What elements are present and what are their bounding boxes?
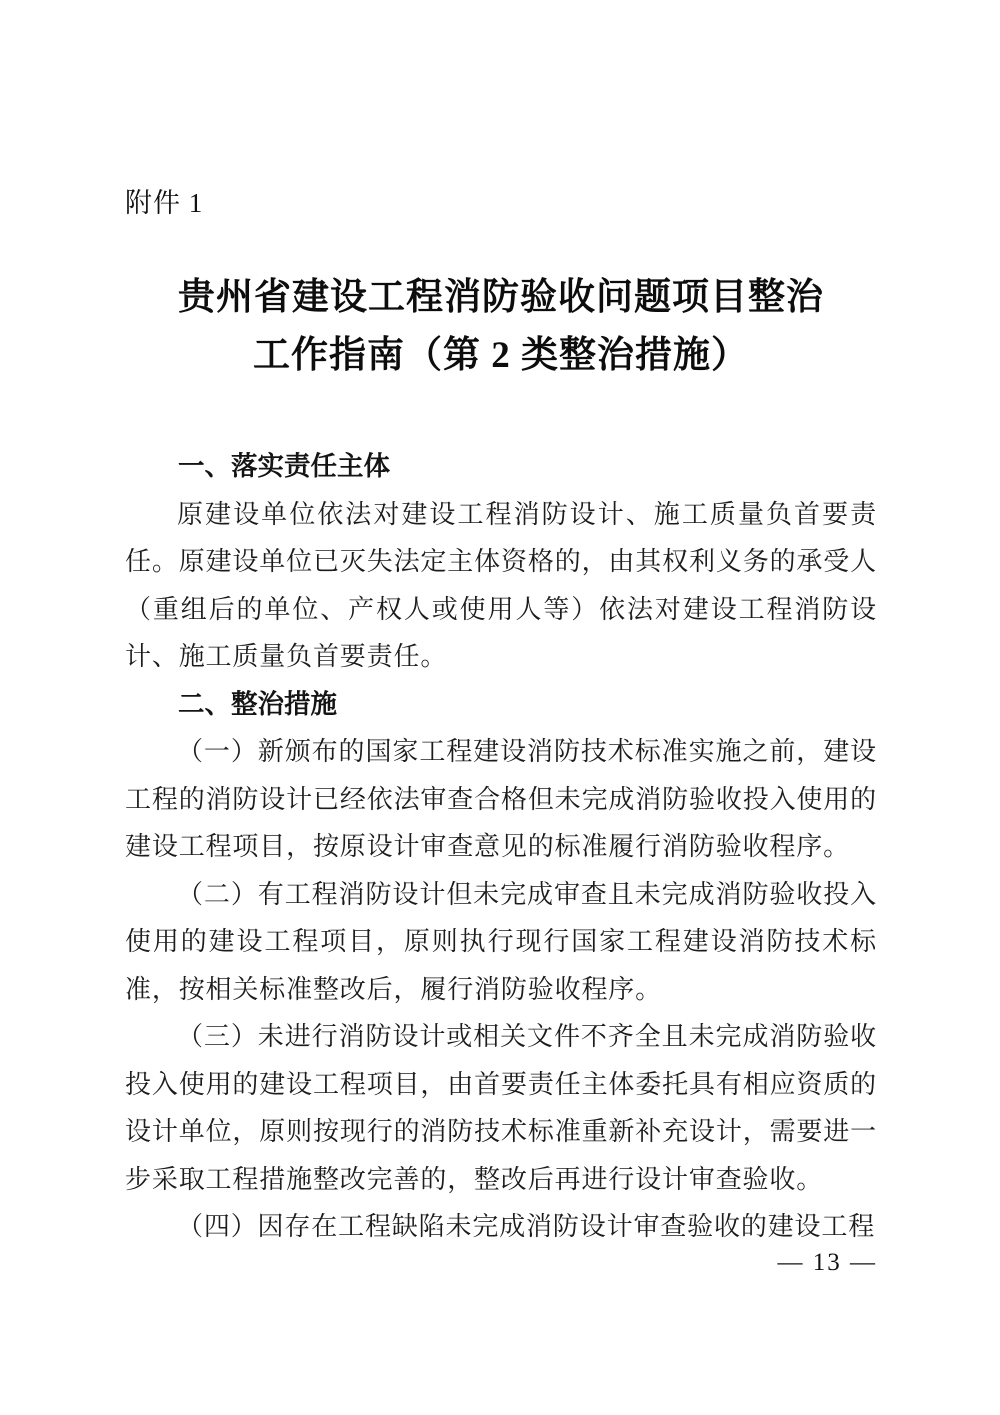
- attachment-label: 附件 1: [125, 188, 204, 218]
- section-2-paragraph-2: （二）有工程消防设计但未完成审查且未完成消防验收投入使用的建设工程项目，原则执行现行国家工程建设消防技术标准，按相关标准整改后，履行消防验收程序。: [125, 879, 877, 1004]
- document-title-line-2: 工作指南（第 2 类整治措施）: [253, 335, 749, 376]
- section-1-heading: 一、落实责任主体: [178, 451, 390, 481]
- document-title: [125, 269, 877, 385]
- section-1-paragraph-1: 原建设单位依法对建设工程消防设计、施工质量负首要责任。原建设单位已灭失法定主体资格的，由其权利义务的承受人（重组后的单位、产权人或使用人等）依法对建设工程消防设计、施工质量负首要责任。: [125, 499, 877, 671]
- section-2-paragraph-4: （四）因存在工程缺陷未完成消防设计审查验收的建设工程: [177, 1212, 876, 1241]
- section-2-paragraph-1: （一）新颁布的国家工程建设消防技术标准实施之前，建设工程的消防设计已经依法审查合格但未完成消防验收投入使用的建设工程项目，按原设计审查意见的标准履行消防验收程序。: [125, 737, 877, 861]
- section-2-paragraph-3: （三）未进行消防设计或相关文件不齐全且未完成消防验收投入使用的建设工程项目，由首要责任主体委托具有相应资质的设计单位，原则按现行的消防技术标准重新补充设计，需要进一步采取工程措施整改完善的，整改后再进行设计审查验收。: [125, 1022, 877, 1194]
- page-number: — 13 —: [777, 1249, 877, 1276]
- document-title-line-1: 贵州省建设工程消防验收问题项目整治: [178, 277, 824, 318]
- section-2-heading: 二、整治措施: [178, 688, 337, 719]
